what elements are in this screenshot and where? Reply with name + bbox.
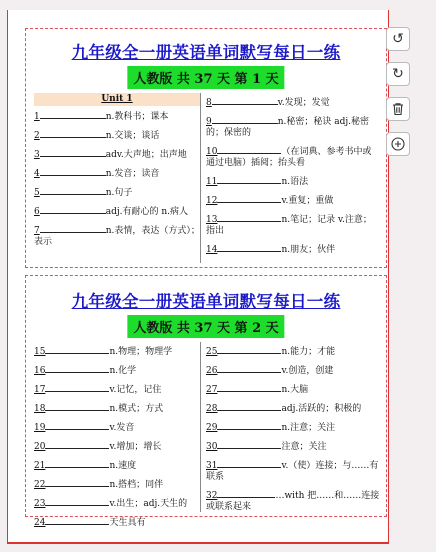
add-button[interactable] (386, 132, 410, 156)
word-definition: …with 把……和……连接或联系起来 (206, 491, 380, 512)
section-subtitle: 人教版 共 37 天 第 2 天 (127, 315, 284, 338)
item-number: 23 (34, 499, 46, 509)
word-definition: n.搭档；同伴 (109, 480, 164, 490)
word-item (34, 513, 200, 532)
word-definition: （在词典、参考书中或通过电脑）插阅；抬头看 (206, 147, 372, 168)
answer-blank (45, 421, 109, 430)
word-definition: v.创造，创建 (281, 366, 334, 376)
answer-blank (45, 383, 109, 392)
item-number: 16 (34, 366, 46, 376)
answer-blank (45, 364, 109, 373)
unit-heading: Unit 1 (34, 93, 200, 106)
word-item (206, 210, 380, 240)
left-column (34, 342, 201, 528)
rotate-right-button[interactable] (386, 62, 410, 86)
word-definition: n.朋友；伙伴 (281, 245, 336, 255)
word-definition: v.出生；adj.天生的 (109, 499, 188, 509)
word-item (34, 494, 200, 513)
answer-blank (40, 186, 106, 195)
left-column (34, 93, 201, 263)
word-item (206, 112, 380, 142)
item-number: 29 (206, 423, 218, 433)
answer-blank (217, 243, 281, 252)
word-definition: n.速度 (109, 461, 137, 471)
word-item (34, 475, 200, 494)
answer-blank (45, 440, 109, 449)
item-number: 31 (206, 461, 218, 471)
word-item (34, 399, 200, 418)
word-definition: 注意；关注 (281, 442, 327, 452)
word-item (34, 418, 200, 437)
rotate-ccw-icon: ↺ (392, 31, 404, 47)
item-number: 5 (34, 188, 40, 198)
item-number: 1 (34, 112, 40, 122)
word-definition: v.重复；重做 (281, 196, 334, 206)
word-item (206, 418, 380, 437)
word-definition: n.交谈；谈话 (105, 131, 160, 141)
word-item (34, 126, 200, 145)
word-definition: n.教科书；课本 (105, 112, 169, 122)
word-item (34, 342, 200, 361)
answer-blank (45, 497, 109, 506)
word-definition: n.秘密；秘诀 adj.秘密的；保密的 (206, 117, 370, 138)
rotate-left-button[interactable] (386, 27, 410, 51)
item-number: 8 (206, 98, 212, 108)
answer-blank (45, 402, 109, 411)
item-number: 7 (34, 226, 40, 236)
answer-blank (45, 345, 109, 354)
answer-blank (40, 167, 106, 176)
word-definition: n.能力；才能 (281, 347, 336, 357)
item-number: 20 (34, 442, 46, 452)
answer-blank (40, 110, 106, 119)
plus-circle-icon (391, 137, 405, 151)
item-number: 15 (34, 347, 46, 357)
answer-blank (217, 421, 281, 430)
word-definition: n.化学 (109, 366, 137, 376)
word-columns (34, 342, 380, 528)
word-definition: n.表情，表达（方式）；表示 (34, 226, 200, 247)
item-number: 17 (34, 385, 46, 395)
item-number: 13 (206, 215, 218, 225)
word-item (206, 240, 380, 259)
word-definition: n.语法 (281, 177, 309, 187)
item-number: 26 (206, 366, 218, 376)
section-title: 九年级全一册英语单词默写每日一练 (71, 43, 341, 62)
word-item (206, 399, 380, 418)
word-item (34, 380, 200, 399)
word-item (206, 380, 380, 399)
answer-blank (45, 459, 109, 468)
answer-blank (217, 402, 281, 411)
word-item (34, 361, 200, 380)
word-definition: n.大脑 (281, 385, 309, 395)
word-definition: n.笔记；记录 v.注意；指出 (206, 215, 372, 236)
item-number: 27 (206, 385, 218, 395)
answer-blank (217, 194, 281, 203)
item-number: 18 (34, 404, 46, 414)
day-1-section (25, 28, 387, 268)
word-definition: n.物理；物理学 (109, 347, 173, 357)
item-number: 11 (206, 177, 218, 187)
day-2-section (25, 275, 387, 528)
word-definition: n.发音；读音 (105, 169, 160, 179)
word-definition: v.记忆，记住 (109, 385, 162, 395)
word-definition: v.发音 (109, 423, 135, 433)
item-number: 2 (34, 131, 40, 141)
item-number: 28 (206, 404, 218, 414)
item-number: 25 (206, 347, 218, 357)
item-number: 6 (34, 207, 40, 217)
word-item (34, 107, 200, 126)
word-item (206, 93, 380, 112)
word-item (206, 456, 380, 486)
word-definition: adj.活跃的；积极的 (281, 404, 362, 414)
word-item (206, 486, 380, 516)
item-number: 32 (206, 491, 218, 501)
item-number: 3 (34, 150, 40, 160)
word-definition: adj.有耐心的 n.病人 (105, 207, 189, 217)
item-number: 19 (34, 423, 46, 433)
item-number: 30 (206, 442, 218, 452)
answer-blank (217, 459, 281, 468)
rotate-cw-icon: ↻ (392, 66, 404, 82)
word-item (206, 437, 380, 456)
answer-blank (212, 115, 278, 124)
section-subtitle: 人教版 共 37 天 第 1 天 (127, 66, 284, 89)
answer-blank (40, 148, 106, 157)
item-number: 10 (206, 147, 218, 157)
word-item (34, 183, 200, 202)
answer-blank (40, 224, 106, 233)
word-definition: adv.大声地；出声地 (105, 150, 187, 160)
word-item (34, 164, 200, 183)
word-item (206, 191, 380, 210)
word-item (34, 202, 200, 221)
section-title: 九年级全一册英语单词默写每日一练 (71, 292, 341, 311)
answer-blank (40, 205, 106, 214)
word-item (34, 456, 200, 475)
item-number: 24 (34, 518, 46, 528)
answer-blank (217, 489, 275, 498)
word-columns (34, 93, 380, 263)
answer-blank (45, 478, 109, 487)
word-definition: n.模式；方式 (109, 404, 164, 414)
delete-button[interactable] (386, 97, 410, 121)
word-definition: n.句子 (105, 188, 133, 198)
right-column (206, 93, 380, 259)
answer-blank (45, 516, 109, 525)
word-definition: v.发现；发觉 (277, 98, 330, 108)
right-column (206, 342, 380, 516)
answer-blank (217, 364, 281, 373)
item-number: 14 (206, 245, 218, 255)
answer-blank (212, 96, 278, 105)
answer-blank (40, 129, 106, 138)
item-number: 4 (34, 169, 40, 179)
answer-blank (217, 175, 281, 184)
word-definition: v.增加；增长 (109, 442, 162, 452)
worksheet-page (7, 10, 389, 544)
word-definition: v.（使）连接；与……有联系 (206, 461, 379, 482)
item-number: 9 (206, 117, 212, 127)
word-item (206, 142, 380, 172)
word-item (34, 145, 200, 164)
word-item (34, 221, 200, 251)
item-number: 12 (206, 196, 218, 206)
word-item (206, 172, 380, 191)
answer-blank (217, 213, 281, 222)
word-item (206, 361, 380, 380)
answer-blank (217, 440, 281, 449)
item-number: 22 (34, 480, 46, 490)
word-item (34, 437, 200, 456)
answer-blank (217, 145, 281, 154)
word-definition: n.注意；关注 (281, 423, 336, 433)
answer-blank (217, 383, 281, 392)
word-item (206, 342, 380, 361)
trash-icon (391, 102, 405, 116)
item-number: 21 (34, 461, 46, 471)
word-definition: 天生具有 (109, 518, 146, 528)
answer-blank (217, 345, 281, 354)
